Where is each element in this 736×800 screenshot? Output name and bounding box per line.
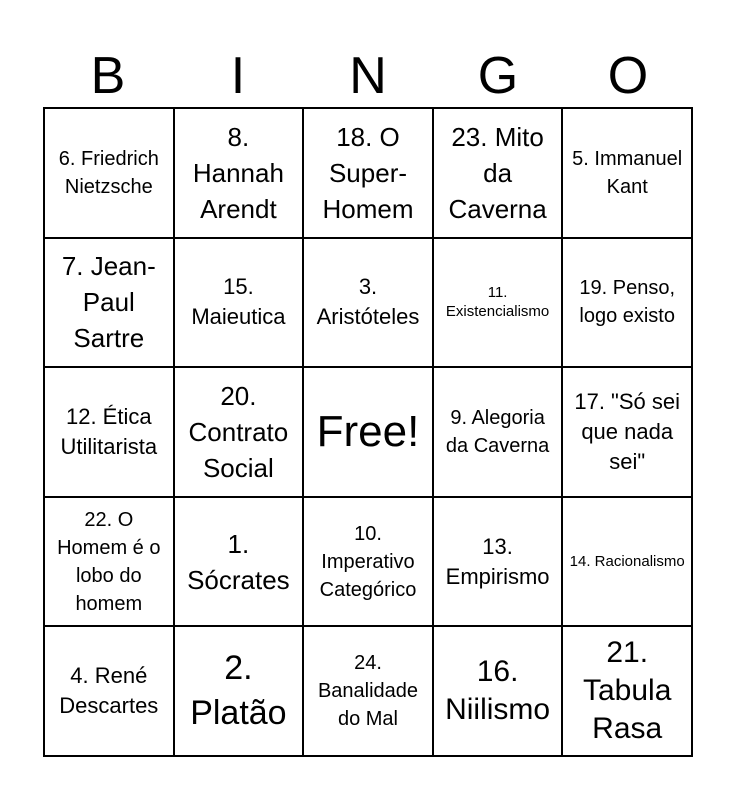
bingo-cell[interactable] — [44, 367, 174, 497]
bingo-cell[interactable] — [433, 626, 563, 756]
bingo-cell[interactable] — [433, 497, 563, 627]
header-letter-o: O — [607, 47, 649, 105]
cell-label: 10. Imperativo Categórico — [319, 522, 417, 601]
bingo-cell[interactable] — [174, 626, 304, 756]
bingo-cell[interactable] — [174, 497, 304, 627]
bingo-cell[interactable] — [562, 367, 692, 497]
cell-label: 9. Alegoria da Caverna — [445, 406, 550, 457]
header-letter-b: B — [90, 47, 126, 105]
bingo-cell[interactable] — [562, 238, 692, 368]
bingo-cell[interactable] — [433, 238, 563, 368]
cell-label: 20. Contrato Social — [188, 380, 289, 483]
header-letter-n: N — [349, 47, 387, 105]
bingo-cell[interactable] — [174, 367, 304, 497]
cell-label: 22. O Homem é o lobo do homem — [57, 508, 161, 615]
bingo-cell[interactable] — [562, 497, 692, 627]
bingo-cell[interactable] — [44, 108, 174, 238]
cell-label: 4. René Descartes — [59, 663, 159, 719]
bingo-card-grid — [43, 107, 693, 757]
cell-label: 7. Jean-Paul Sartre — [61, 251, 156, 354]
bingo-cell[interactable] — [303, 238, 433, 368]
bingo-cell[interactable] — [174, 238, 304, 368]
free-space-cell[interactable] — [303, 367, 433, 497]
bingo-cell[interactable] — [433, 367, 563, 497]
cell-label: 18. O Super-Homem — [322, 121, 414, 224]
cell-label: 2. Platão — [190, 649, 287, 733]
bingo-cell[interactable] — [44, 497, 174, 627]
cell-label: 21. Tabula Rasa — [582, 636, 672, 746]
cell-label: 24. Banalidade do Mal — [317, 652, 419, 731]
cell-label: 23. Mito da Caverna — [448, 121, 547, 224]
bingo-cell[interactable] — [44, 626, 174, 756]
cell-label: 17. "Só sei que nada sei" — [574, 388, 681, 474]
cell-label: 16. Niilismo — [445, 655, 551, 727]
bingo-cell[interactable] — [303, 497, 433, 627]
cell-label: 14. Racionalismo — [569, 553, 685, 571]
bingo-header — [43, 44, 693, 108]
cell-label: 1. Sócrates — [187, 528, 290, 595]
cell-label: 12. Ética Utilitarista — [60, 403, 158, 459]
free-space-label: Free! — [316, 406, 420, 456]
cell-label: 15. Maieutica — [191, 274, 286, 330]
bingo-cell[interactable] — [433, 108, 563, 238]
cell-label: 3. Aristóteles — [316, 274, 420, 330]
header-letter-g: G — [477, 47, 519, 105]
bingo-cell[interactable] — [562, 626, 692, 756]
bingo-cell[interactable] — [303, 108, 433, 238]
cell-label: 11. Existencialismo — [445, 284, 550, 321]
bingo-cell[interactable] — [562, 108, 692, 238]
cell-label: 5. Immanuel Kant — [572, 147, 683, 198]
header-letter-i: I — [230, 47, 246, 105]
cell-label: 13. Empirismo — [445, 533, 550, 589]
bingo-cell[interactable] — [174, 108, 304, 238]
cell-label: 19. Penso, logo existo — [579, 277, 675, 328]
bingo-cell[interactable] — [44, 238, 174, 368]
cell-label: 8. Hannah Arendt — [192, 121, 284, 224]
cell-label: 6. Friedrich Nietzsche — [58, 147, 159, 198]
bingo-cell[interactable] — [303, 626, 433, 756]
